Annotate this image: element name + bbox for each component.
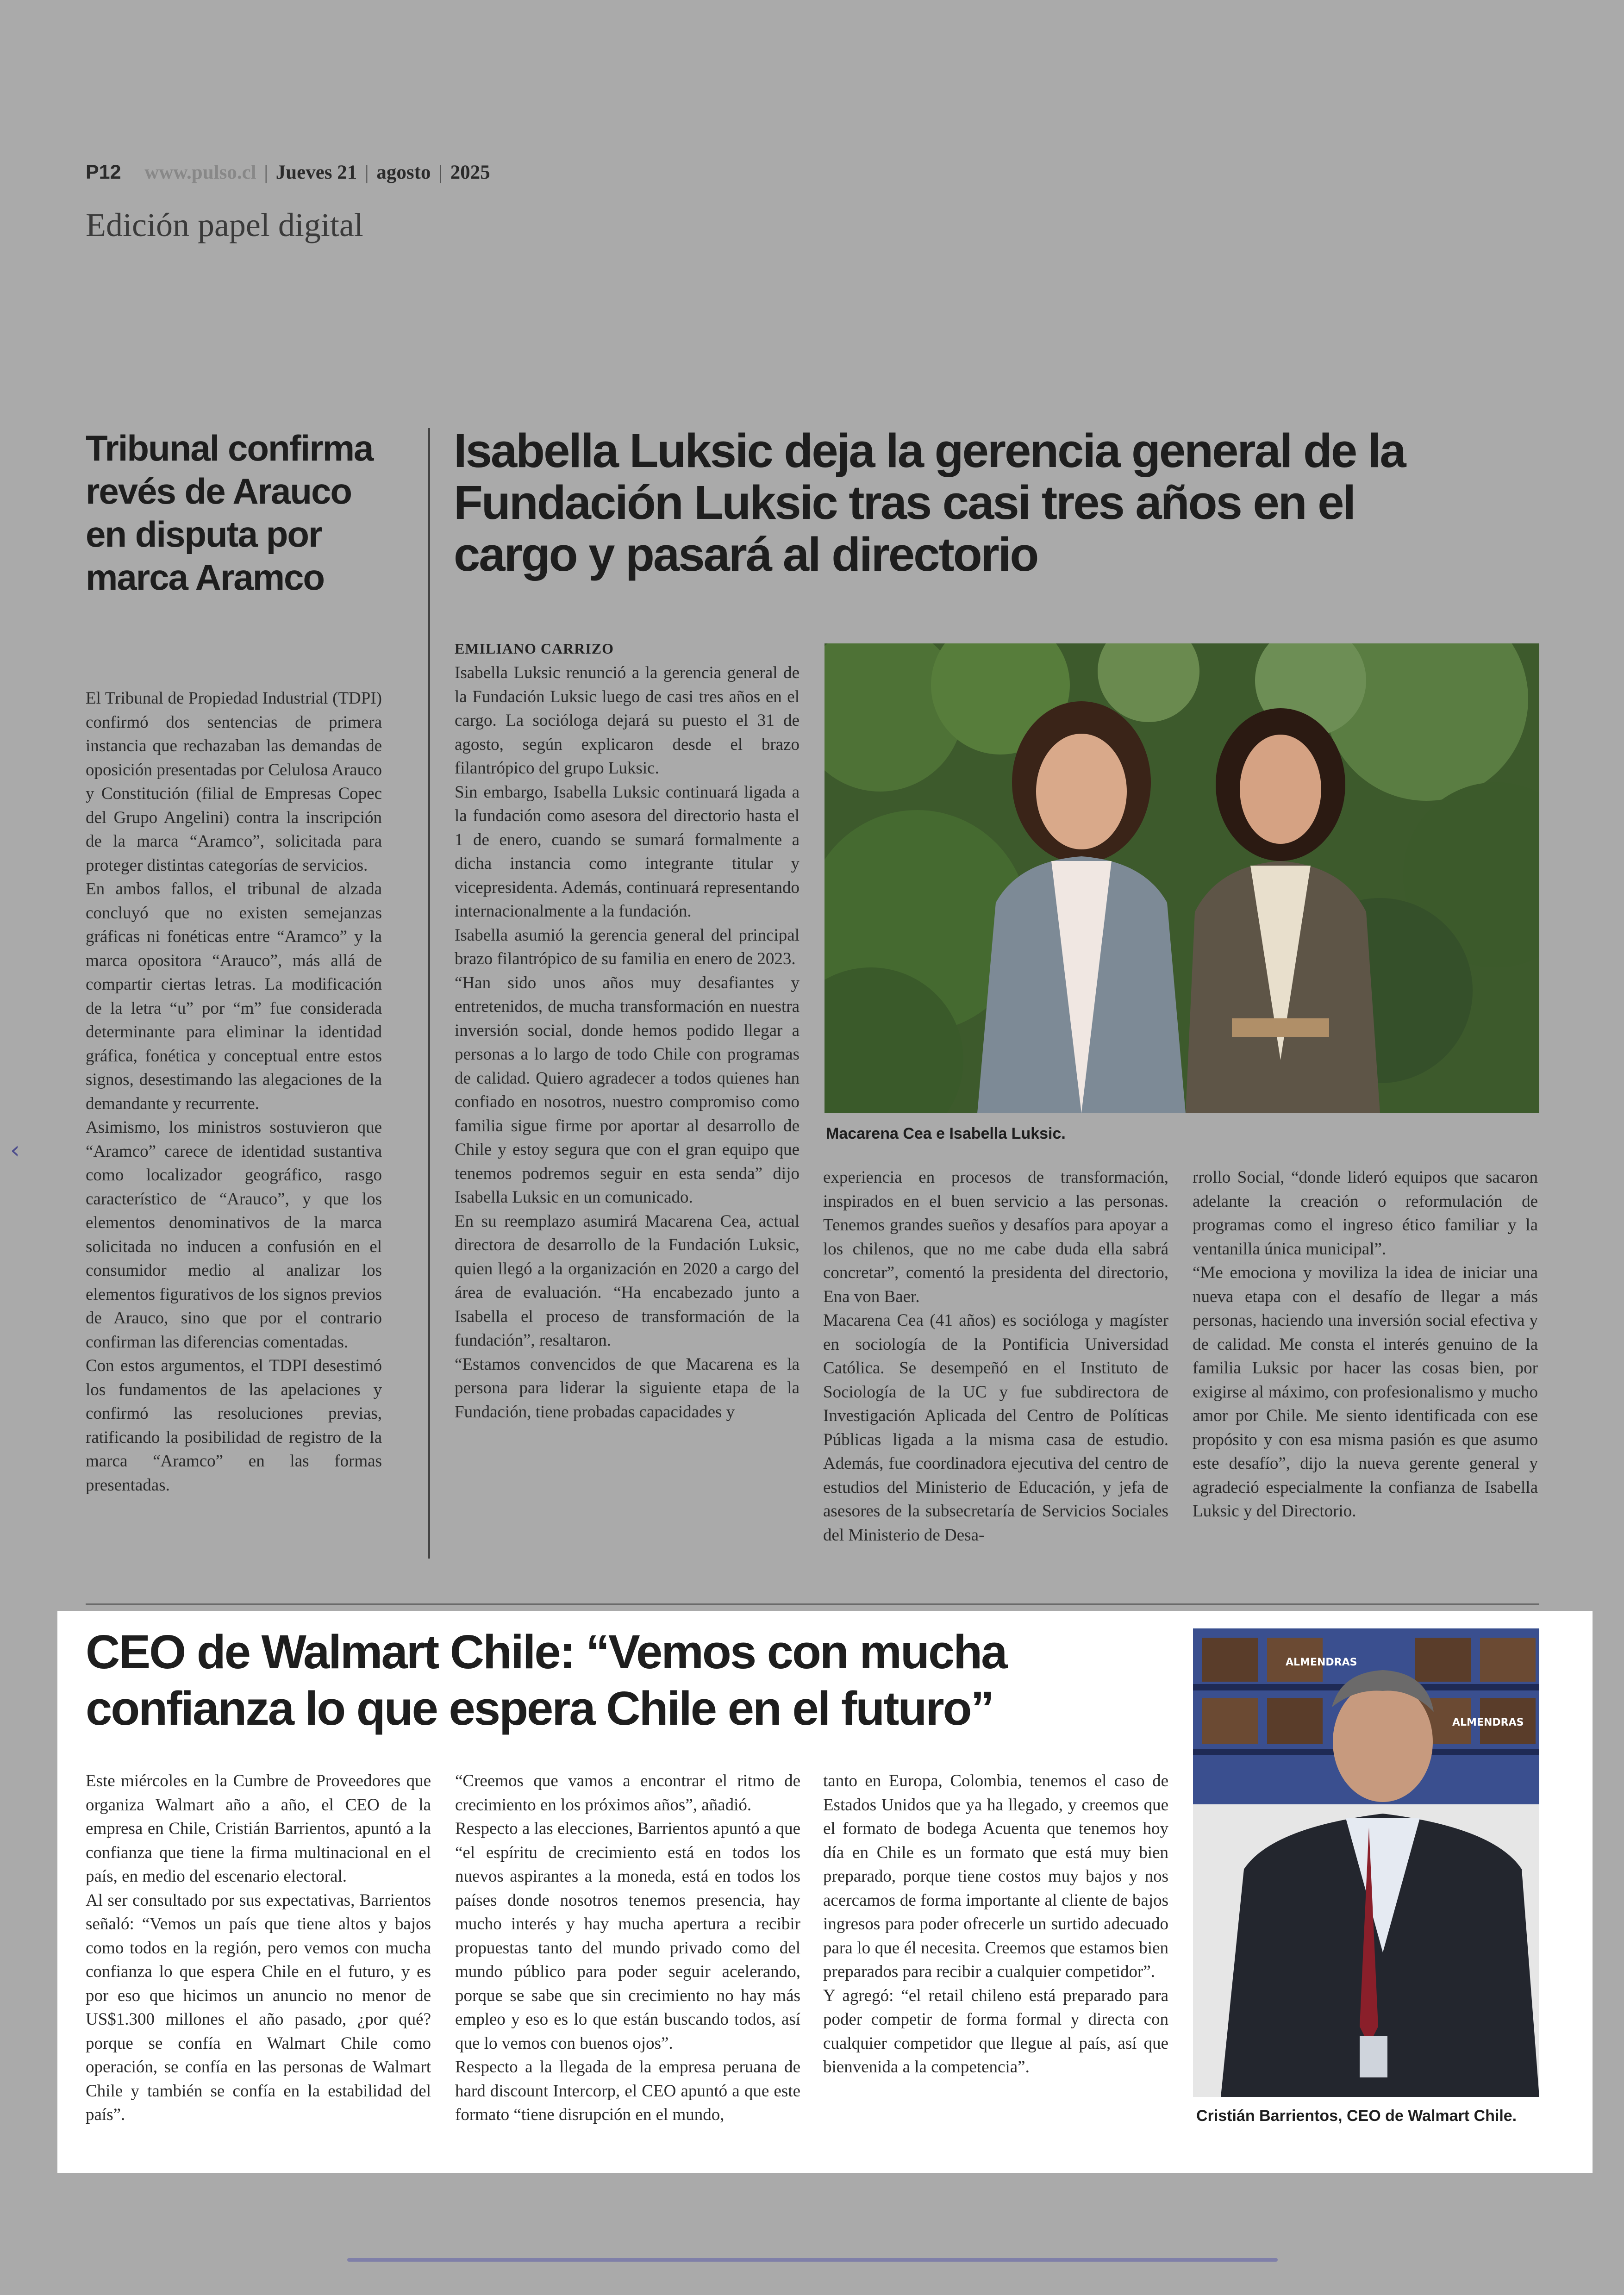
photo-caption: Cristián Barrientos, CEO de Walmart Chile. bbox=[1196, 2107, 1517, 2125]
paragraph: Respecto a la llegada de la empresa peruana de hard discount Intercorp, el CEO apuntó a que este formato “tiene disrupción en el mundo, bbox=[455, 2058, 800, 2124]
paragraph: “Han sido unos años muy desafiantes y entretenidos, de mucha transformación en nuestra inversión social, donde hemos podido llegar a personas a lo largo de todo Chile con programas de calidad. Quiero agradecer a todos quienes han confiado en nosotros, nuestro compromiso como familia sigue firme por aportar al desarrollo de Chile y estoy segura que con el gran equipo que tenemos podremos seguir en esta senda” dijo Isabella Luksic en un comunicado. bbox=[455, 973, 800, 1207]
main-article-column-2 bbox=[823, 1166, 1168, 1550]
horizontal-scrollbar[interactable] bbox=[347, 2258, 1278, 2262]
header-month: agosto bbox=[376, 162, 431, 183]
paragraph: Este miércoles en la Cumbre de Proveedores que organiza Walmart año a año, el CEO de la empresa en Chile, Cristián Barrientos, apuntó a la confianza que tiene la firma multinacional en el país, en medio del escenario electoral. bbox=[86, 1771, 431, 1886]
page-header bbox=[86, 161, 490, 184]
photo-luksic-cea bbox=[824, 643, 1539, 1113]
column-divider bbox=[428, 428, 430, 1559]
page-number: P12 bbox=[86, 161, 121, 183]
photo-caption: Macarena Cea e Isabella Luksic. bbox=[826, 1125, 1066, 1142]
photo-barrientos bbox=[1193, 1628, 1539, 2097]
paragraph: En su reemplazo asumirá Macarena Cea, actual directora de desarrollo de la Fundación Luksic, quien llegó a la organización en 2020 a cargo del área de evaluación. “Ha encabezado junto a Isabella el proceso de transformación de la fundación”, resaltaron. bbox=[455, 1211, 800, 1350]
header-day: Jueves 21 bbox=[275, 162, 357, 183]
main-article-column-3 bbox=[1193, 1166, 1538, 1550]
paragraph: “Creemos que vamos a encontrar el ritmo de crecimiento en los próximos años”, añadió. bbox=[455, 1771, 800, 1815]
byline: EMILIANO CARRIZO bbox=[455, 640, 614, 657]
side-article-body bbox=[86, 686, 382, 1552]
header-separator: | bbox=[264, 162, 268, 183]
header-separator: | bbox=[438, 162, 443, 183]
paragraph: En ambos fallos, el tribunal de alzada concluyó que no existen semejanzas gráficas ni fonéticas entre “Aramco” y la marca opositora “Arauco”, más allá de compartir ciertas letras. La modificación de la letra “u” por “m” fue considerada determinante para eliminar la identidad gráfica, fonética y conceptual entre estos signos, desestimando las alegaciones de la demandante y recurrente. bbox=[86, 879, 382, 1113]
paragraph: Macarena Cea (41 años) es socióloga y magíster en sociología de la Pontificia Universidad Católica. Se desempeñó en el Instituto de Sociología de la UC y fue subdirectora de Investigación Aplicada del Centro de Políticas Públicas ligada a la misma casa de estudio. Además, fue coordinadora ejecutiva del centro de estudios del Ministerio de Educación, y jefa de asesores de la subsecretaría de Servicios Sociales del Ministerio de Desa- bbox=[823, 1311, 1168, 1545]
edition-label: Edición papel digital bbox=[86, 206, 363, 243]
walmart-article-headline bbox=[86, 1624, 1150, 1737]
walmart-article-column-3 bbox=[823, 1769, 1168, 2135]
paragraph: Asimismo, los ministros sostuvieron que “Aramco” carece de identidad sustantiva como localizador geográfico, rasgo característico de “Arauco”, y que los elementos denominativos de la marca solicitada no inducen a confusión en el consumidor medio al analizar los elementos figurativos de los signos previos de Arauco, sino que por el contrario confirman las diferencias comentadas. bbox=[86, 1118, 382, 1352]
paragraph: Al ser consultado por sus expectativas, Barrientos señaló: “Vemos un país que tiene altos y bajos como todos en la región, pero vemos con mucha confianza lo que espera Chile en el futuro, y es por eso que hicimos un anuncio no menor de US$1.300 millones el año pasado, ¿por qué? porque se confía en Walmart Chile como operación, se confía en las personas de Walmart Chile y también se confía en la estabilidad del país”. bbox=[86, 1890, 431, 2124]
paragraph: Sin embargo, Isabella Luksic continuará ligada a la fundación como asesora del directorio hasta el 1 de enero, cuando se sumará formalmente a dicha instancia como integrante titular y vicepresidenta. Además, continuará representando internacionalmente a la fundación. bbox=[455, 782, 800, 921]
paragraph: Y agregó: “el retail chileno está preparado para poder competir de forma formal y directa con cualquier competidor que llegue al país, así que bienvenida a la competencia”. bbox=[823, 1986, 1168, 2077]
paragraph: Respecto a las elecciones, Barrientos apuntó a que “el espíritu de crecimiento está en todos los nuevos aspirantes a la moneda, está en todos los países donde nosotros tenemos presencia, hay mucho interés y hay mucha apertura a recibir propuestas tanto del mundo privado como del mundo público para poder seguir acelerando, porque se sabe que sin crecimiento no hay más empleo y eso es lo que están buscando todos, así que lo vemos con buenos ojos”. bbox=[455, 1819, 800, 2053]
site-url: www.pulso.cl bbox=[144, 162, 256, 183]
section-divider bbox=[86, 1603, 1539, 1605]
paragraph: tanto en Europa, Colombia, tenemos el caso de Estados Unidos que ya ha llegado, y creemos que el formato de bodega Acuenta que tenemos hoy día en Chile es un formato que está muy bien preparado, porque tiene costos muy bajos y nos acercamos de forma importante al cliente de bajos ingresos para poder ofrecerle un surtido adecuado para lo que él necesita. Creemos que estamos bien preparados para recibir a cualquier competidor”. bbox=[823, 1771, 1168, 1981]
main-article-headline: Isabella Luksic deja la gerencia general de la Fundación Luksic tras casi tres años en el cargo y pasará al directorio bbox=[454, 424, 1405, 581]
paragraph: Isabella asumió la gerencia general del principal brazo filantrópico de su familia en enero de 2023. bbox=[455, 925, 800, 968]
side-article-headline: Tribunal confirma revés de Arauco en disputa por marca Aramco bbox=[86, 428, 373, 598]
paragraph: “Me emociona y moviliza la idea de iniciar una nueva etapa con el desafío de llegar a más personas, haciendo una inversión social efectiva y de calidad. Me consta el interés genuino de la familia Luksic por hacer las cosas bien, por exigirse al máximo, con profesionalismo y mucho amor por Chile. Me siento identificada con ese propósito y con esa misma pasión es que asumo este desafío”, dijo la nueva gerente general y agradeció especialmente la confianza de Isabella Luksic y del Directorio. bbox=[1193, 1263, 1538, 1521]
article-photo bbox=[824, 643, 1539, 1113]
paragraph: “Estamos convencidos de que Macarena es la persona para liderar la siguiente etapa de la Fundación, tiene probadas capacidades y bbox=[455, 1354, 800, 1422]
paragraph: experiencia en procesos de transformación, inspirados en el buen servicio a las personas. Tenemos grandes sueños y desafíos para apoyar a los chilenos, que no me cabe duda ella sabrá concretar”, comentó la presidenta del directorio, Ena von Baer. bbox=[823, 1168, 1168, 1306]
walmart-article-column-2 bbox=[455, 1769, 800, 2135]
walmart-photo bbox=[1193, 1628, 1539, 2097]
header-year: 2025 bbox=[450, 162, 490, 183]
shelf-label: ALMENDRAS bbox=[1286, 1657, 1357, 1668]
paragraph: El Tribunal de Propiedad Industrial (TDPI) confirmó dos sentencias de primera instancia que rechazaban las demandas de oposición presentadas por Celulosa Arauco y Constitución (filial de Empresas Copec del Grupo Angelini) contra la inscripción de la marca “Aramco”, solicitada para proteger distintas categorías de servicios. bbox=[86, 689, 382, 875]
shelf-label: ALMENDRAS bbox=[1452, 1717, 1524, 1728]
paragraph: Con estos argumentos, el TDPI desestimó los fundamentos de las apelaciones y confirmó las resoluciones previas, ratificando la posibilidad de registro de la marca “Aramco” en las formas presentadas. bbox=[86, 1356, 382, 1495]
paragraph: Isabella Luksic renunció a la gerencia general de la Fundación Luksic luego de casi tres años en el cargo. La socióloga dejará su puesto el 31 de agosto, según explicaron desde el brazo filantrópico del grupo Luksic. bbox=[455, 663, 800, 778]
header-separator: | bbox=[365, 162, 369, 183]
previous-page-arrow-icon[interactable]: ‹ bbox=[10, 1136, 20, 1164]
paragraph: rrollo Social, “donde lideró equipos que sacaron adelante la creación o reformulación de programas como el ingreso ético familiar y la ventanilla única municipal”. bbox=[1193, 1168, 1538, 1259]
walmart-article-column-1 bbox=[86, 1769, 431, 2135]
main-article-column-1 bbox=[455, 661, 800, 1550]
headline-line: CEO de Walmart Chile: “Vemos con mucha bbox=[86, 1625, 1006, 1678]
headline-line: confianza lo que espera Chile en el futuro” bbox=[86, 1682, 993, 1735]
